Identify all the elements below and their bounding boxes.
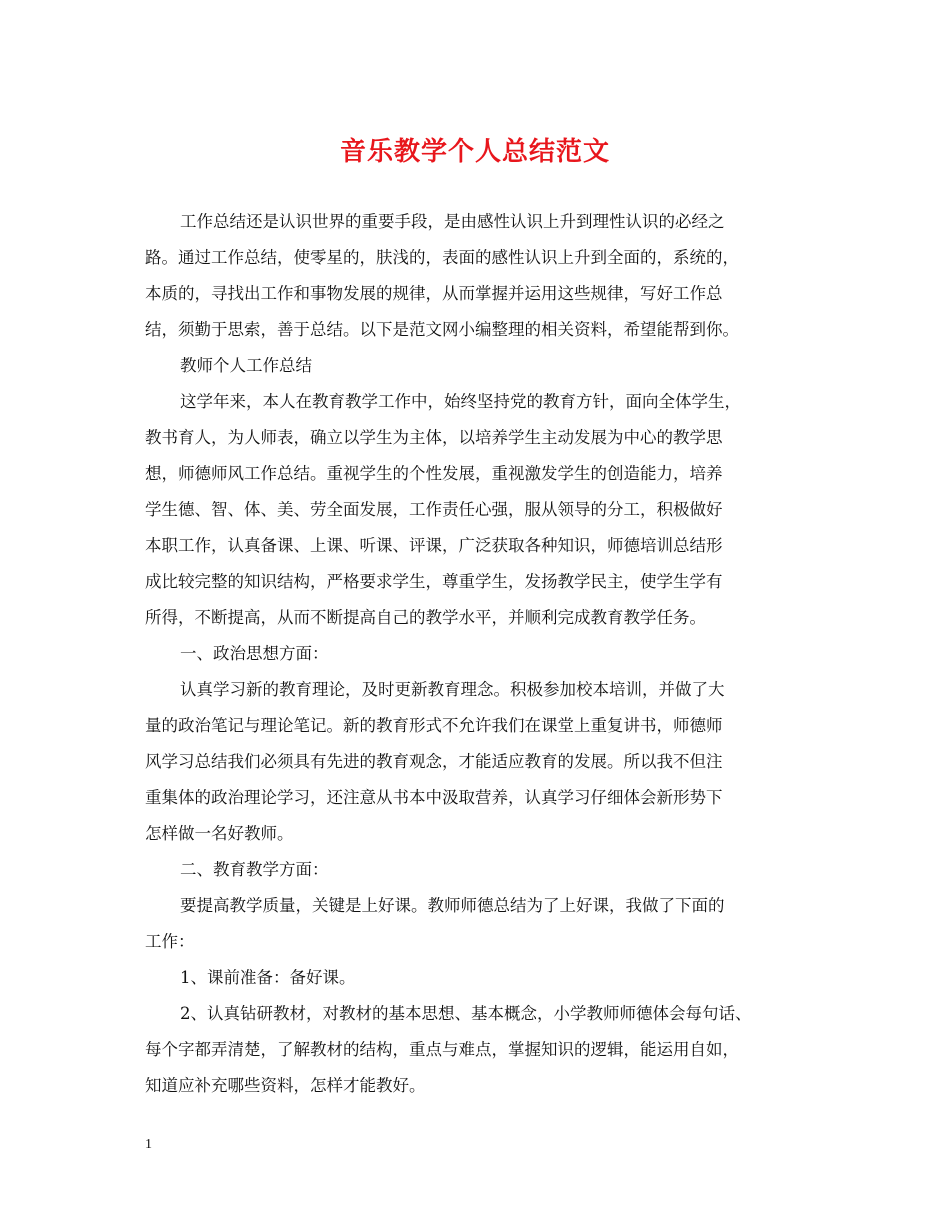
section-heading: 教师个人工作总结 bbox=[180, 356, 312, 375]
body-line: 知道应补充哪些资料，怎样才能教好。 bbox=[145, 1076, 426, 1095]
body-line: 量的政治笔记与理论笔记。新的教育形式不允许我们在课堂上重复讲书，师德师 bbox=[145, 716, 723, 735]
body-line: 工作总结还是认识世界的重要手段，是由感性认识上升到理性认识的必经之 bbox=[180, 212, 725, 231]
body-line: 本职工作，认真备课、上课、听课、评课，广泛获取各种知识，师德培训总结形 bbox=[145, 536, 723, 555]
section-heading: 二、教育教学方面： bbox=[180, 860, 329, 879]
body-line: 认真学习新的教育理论，及时更新教育理念。积极参加校本培训，并做了大 bbox=[180, 680, 725, 699]
body-line: 本质的，寻找出工作和事物发展的规律，从而掌握并运用这些规律，写好工作总 bbox=[145, 284, 723, 303]
body-line: 风学习总结我们必须具有先进的教育观念，才能适应教育的发展。所以我不但注 bbox=[145, 752, 723, 771]
body-line: 教书育人，为人师表，确立以学生为主体，以培养学生主动发展为中心的教学思 bbox=[145, 428, 723, 447]
body-line: 怎样做一名好教师。 bbox=[145, 824, 294, 843]
body-line: 成比较完整的知识结构，严格要求学生，尊重学生，发扬教学民主，使学生学有 bbox=[145, 572, 723, 591]
document-title: 音乐教学个人总结范文 bbox=[339, 137, 610, 167]
body-line: 学生德、智、体、美、劳全面发展，工作责任心强，服从领导的分工，积极做好 bbox=[145, 500, 723, 519]
body-line: 路。通过工作总结，使零星的，肤浅的，表面的感性认识上升到全面的，系统的， bbox=[145, 248, 739, 267]
list-item: 1、课前准备：备好课。 bbox=[180, 968, 356, 987]
body-line: 所得，不断提高，从而不断提高自己的教学水平，并顺利完成教育教学任务。 bbox=[145, 608, 706, 627]
body-line: 工作： bbox=[145, 932, 195, 951]
list-item: 2、认真钻研教材，对教材的基本思想、基本概念，小学教师师德体会每句话、 bbox=[180, 1004, 752, 1023]
section-heading: 一、政治思想方面： bbox=[180, 644, 329, 663]
body-line: 每个字都弄清楚，了解教材的结构，重点与难点，掌握知识的逻辑，能运用自如， bbox=[145, 1040, 739, 1059]
body-line: 结，须勤于思索，善于总结。以下是范文网小编整理的相关资料，希望能帮到你。 bbox=[145, 320, 739, 339]
page-number: 1 bbox=[145, 1137, 152, 1152]
body-line: 想，师德师风工作总结。重视学生的个性发展，重视激发学生的创造能力，培养 bbox=[145, 464, 723, 483]
body-line: 重集体的政治理论学习，还注意从书本中汲取营养，认真学习仔细体会新形势下 bbox=[145, 788, 723, 807]
body-line: 要提高教学质量，关键是上好课。教师师德总结为了上好课，我做了下面的 bbox=[180, 896, 725, 915]
body-line: 这学年来，本人在教育教学工作中，始终坚持党的教育方针，面向全体学生， bbox=[180, 392, 741, 411]
